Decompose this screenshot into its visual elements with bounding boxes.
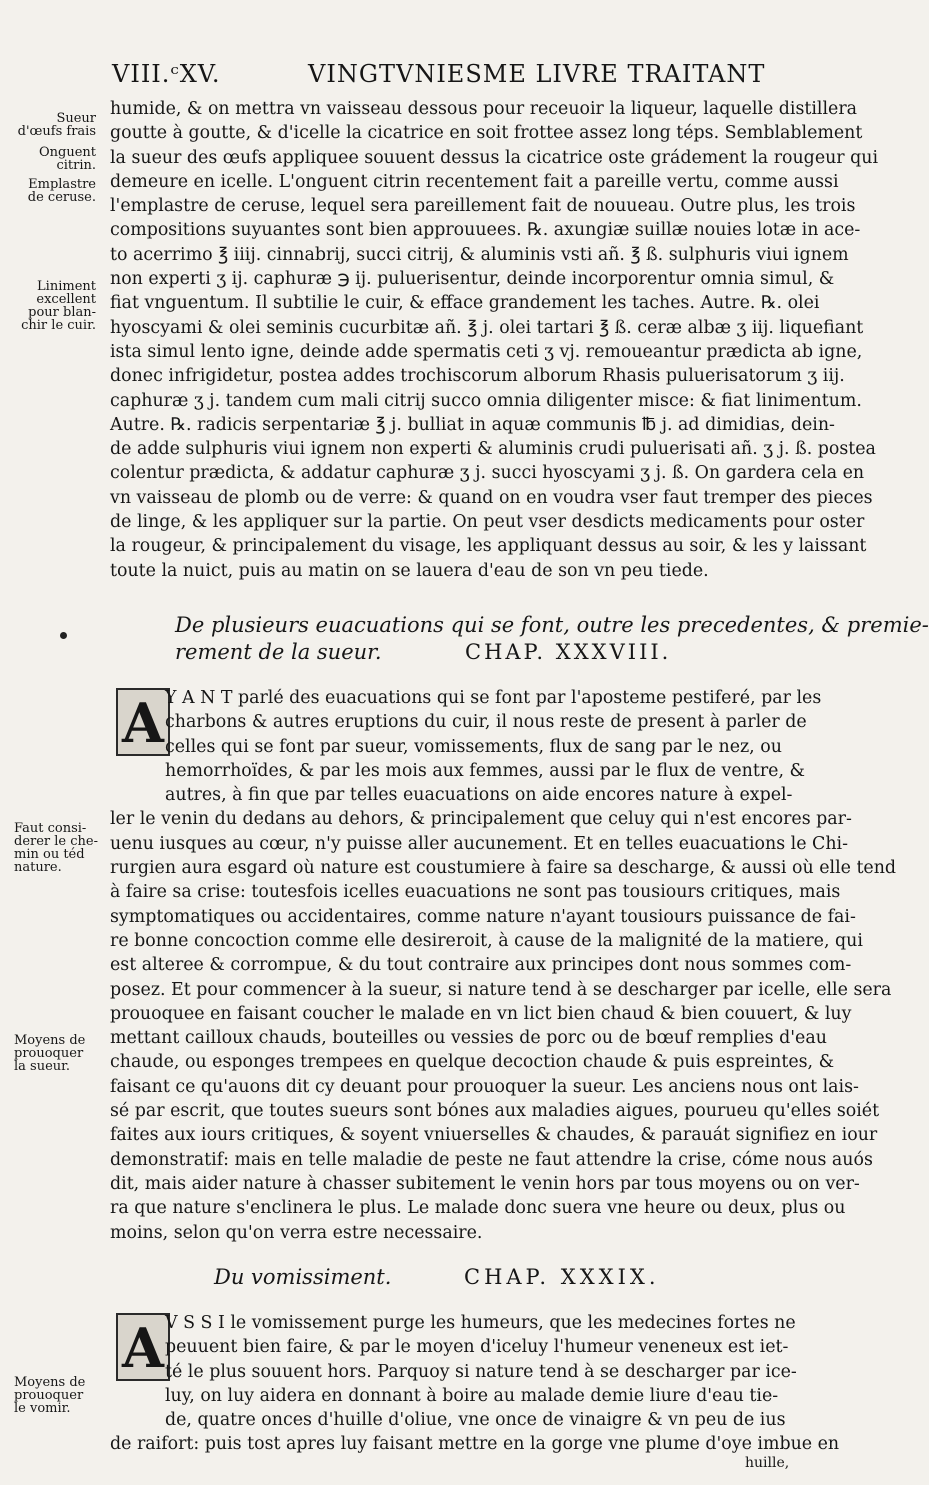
text-line: donec infrigidetur, postea addes trochiscorum alborum Rhasis puluerisatorum ʒ iij. (110, 366, 845, 387)
text-block-2 (110, 686, 897, 1245)
text-line: à faire sa crise: toutesfois icelles euacuations ne sont pas tousiours critiques, mais (110, 882, 841, 903)
text-line: demeure en icelle. L'onguent citrin recentement fait a pareille vertu, comme aussi (110, 171, 839, 192)
text-line: demonstratif: mais en telle maladie de peste ne faut attendre la crise, cóme nous auós (110, 1149, 873, 1170)
text-line: toute la nuict, puis au matin on se lauera d'eau de son vn peu tiede. (110, 560, 709, 581)
chapter-39-heading (214, 1265, 774, 1289)
text-line: non experti ʒ ij. caphuræ ℈ ij. puluerisentur, deinde incorporentur omnia simul, & (110, 269, 835, 290)
margin-note-faut: Faut consi- derer le che- min ou téd nature. (14, 821, 98, 875)
text-line: faites aux iours critiques, & soyent vniuerselles & chaudes, & parauát signifiez en iour (110, 1125, 878, 1146)
text-line: ler le venin du dedans au dehors, & principalement que celuy qui n'est encores par- (110, 809, 852, 830)
text-line: prouoquee en faisant coucher le malade en vn lict bien chaud & bien couuert, & luy (110, 1003, 852, 1024)
text-line: rurgien aura esgard où nature est coustumiere à faire sa descharge, & aussi où elle tend (110, 858, 897, 879)
text-line: moins, selon qu'on verra estre necessaire. (110, 1222, 483, 1243)
text-line: humide, & on mettra vn vaisseau dessous pour receuoir la liqueur, laquelle distillera (110, 99, 858, 119)
text-line: mettant cailloux chauds, bouteilles ou vessies de porc ou de bœuf remplies d'eau (110, 1028, 827, 1049)
text-line: V S S I le vomissement purge les humeurs, que les medecines fortes ne (165, 1313, 796, 1333)
text-line: ra que nature s'enclinera le plus. Le malade donc suera vne heure ou deux, plus ou (110, 1198, 846, 1219)
text-line: symptomatiques ou accidentaires, comme nature n'ayant tousiours puissance de fai- (110, 906, 856, 927)
text-line: faisant ce qu'auons dit cy deuant pour prouoquer la sueur. Les anciens nous ont lais- (110, 1076, 859, 1097)
margin-note-moyens-sueur: Moyens de prouoquer la sueur. (14, 1033, 86, 1074)
text-line: Autre. ℞. radicis serpentariæ ℥ j. bulliat in aquæ communis ℔ j. ad dimidias, dein- (110, 414, 835, 435)
text-line: dit, mais aider nature à chasser subitement le venin hors par tous moyens ou on ver- (110, 1173, 860, 1194)
running-title: VINGTVNIESME LIVRE TRAITANT (308, 60, 766, 88)
text-line: de linge, & les appliquer sur la partie. On peut vser desdicts medicaments pour oster (110, 512, 865, 533)
text-line: de raifort: puis tost apres luy faisant mettre en la gorge vne plume d'oye imbue en (110, 1434, 840, 1455)
margin-note-sueur: Sueur d'œufs frais (17, 111, 96, 139)
text-line: ista simul lento igne, deinde adde spermatis ceti ʒ vj. remoueantur prædicta ab igne, (110, 341, 863, 362)
margin-note-onguent: Onguent citrin. (38, 145, 96, 173)
dropcap-initial: A (116, 688, 170, 756)
chapter-38-number: CHAP. XXXVIII. (465, 640, 672, 664)
chapter-38-title-line2: rement de la sueur. (175, 640, 382, 664)
text-line: vn vaisseau de plomb ou de verre: & quand on en voudra vser faut tremper des pieces (110, 487, 873, 508)
text-line: celles qui se font par sueur, vomissements, flux de sang par le nez, ou (165, 736, 782, 757)
catchword: huille, (745, 1455, 790, 1471)
text-line: goutte à goutte, & d'icelle la cicatrice en soit frottee assez long téps. Semblablement (110, 123, 863, 144)
text-line: hemorrhoïdes, & par les mois aux femmes, aussi par le flux de ventre, & (165, 760, 805, 781)
folio: VIII.ᶜXV. (112, 60, 221, 88)
text-block-3 (110, 1311, 840, 1457)
text-line: la sueur des œufs appliquee souuent dessus la cicatrice oste grádement la rougeur qui (110, 147, 879, 168)
text-line: Y A N T parlé des euacuations qui se font par l'aposteme pestiferé, par les (165, 688, 822, 708)
running-head (112, 60, 802, 94)
text-line: uenu iusques au cœur, n'y puisse aller aucunement. Et en telles euacuations le Chi- (110, 833, 848, 854)
text-line: autres, à fin que par telles euacuations on aide encores nature à expel- (165, 785, 793, 806)
text-line: est alteree & corrompue, & du tout contraire aux principes dont nous sommes com- (110, 955, 852, 976)
chapter-38-heading (175, 612, 929, 666)
margin-bullet (60, 632, 67, 639)
margin-note-moyens-vomir: Moyens de prouoquer le vomir. (14, 1375, 86, 1416)
text-line: de, quatre onces d'huille d'oliue, vne once de vinaigre & vn peu de ius (165, 1410, 786, 1431)
chapter-38-title-line1: De plusieurs euacuations qui se font, outre les precedentes, & premie- (175, 613, 929, 637)
text-line: re bonne concoction comme elle desireroit, à cause de la malignité de la matiere, qui (110, 930, 863, 951)
text-line: posez. Et pour commencer à la sueur, si nature tend à se descharger par icelle, elle sera (110, 979, 892, 1000)
text-line: té le plus souuent hors. Parquoy si nature tend à se descharger par ice- (165, 1361, 797, 1382)
text-line: sé par escrit, que toutes sueurs sont bónes aux maladies aigues, pourueu qu'elles soiét (110, 1101, 880, 1122)
text-line: chaude, ou esponges trempees en quelque decoction chaude & puis espreintes, & (110, 1052, 835, 1073)
text-line: hyoscyami & olei seminis cucurbitæ añ. ℥ j. olei tartari ℥ ß. ceræ albæ ʒ iij. liquefiant (110, 317, 864, 338)
text-line: colentur prædicta, & addatur caphuræ ʒ j. succi hyoscyami ʒ j. ß. On gardera cela en (110, 463, 865, 484)
text-line: de adde sulphuris viui ignem non experti & aluminis crudi puluerisati añ. ʒ j. ß. postea (110, 439, 876, 460)
text-line: peuuent bien faire, & par le moyen d'iceluy l'humeur veneneux est iet- (165, 1337, 789, 1358)
text-line: fiat vnguentum. Il subtilie le cuir, & efface grandement les taches. Autre. ℞. olei (110, 293, 820, 314)
text-line: charbons & autres eruptions du cuir, il nous reste de present à parler de (165, 712, 807, 733)
chapter-39-title: Du vomissiment. (214, 1265, 392, 1289)
text-line: luy, on luy aidera en donnant à boire au malade demie liure d'eau tie- (165, 1385, 779, 1406)
margin-note-emplastre: Emplastre de ceruse. (27, 177, 96, 205)
text-line: la rougeur, & principalement du visage, les appliquant dessus au soir, & les y laissant (110, 536, 867, 557)
text-line: caphuræ ʒ j. tandem cum mali citrij succo omnia diligenter misce: & fiat linimentum. (110, 390, 862, 411)
text-line: l'emplastre de ceruse, lequel sera pareillement fait de nouueau. Outre plus, les trois (110, 196, 856, 217)
text-block-1 (110, 97, 879, 583)
text-line: compositions suyuantes sont bien approuuees. ℞. axungiæ suillæ nouies lotæ in ace- (110, 220, 861, 241)
dropcap-initial: A (116, 1313, 170, 1381)
margin-note-liniment: Liniment excellent pour blan- chir le cuir. (21, 279, 96, 333)
text-line: to acerrimo ℥ iiij. cinnabrij, succi citrij, & aluminis vsti añ. ℥ ß. sulphuris viui ignem (110, 244, 849, 265)
chapter-39-number: CHAP. XXXIX. (464, 1265, 660, 1289)
